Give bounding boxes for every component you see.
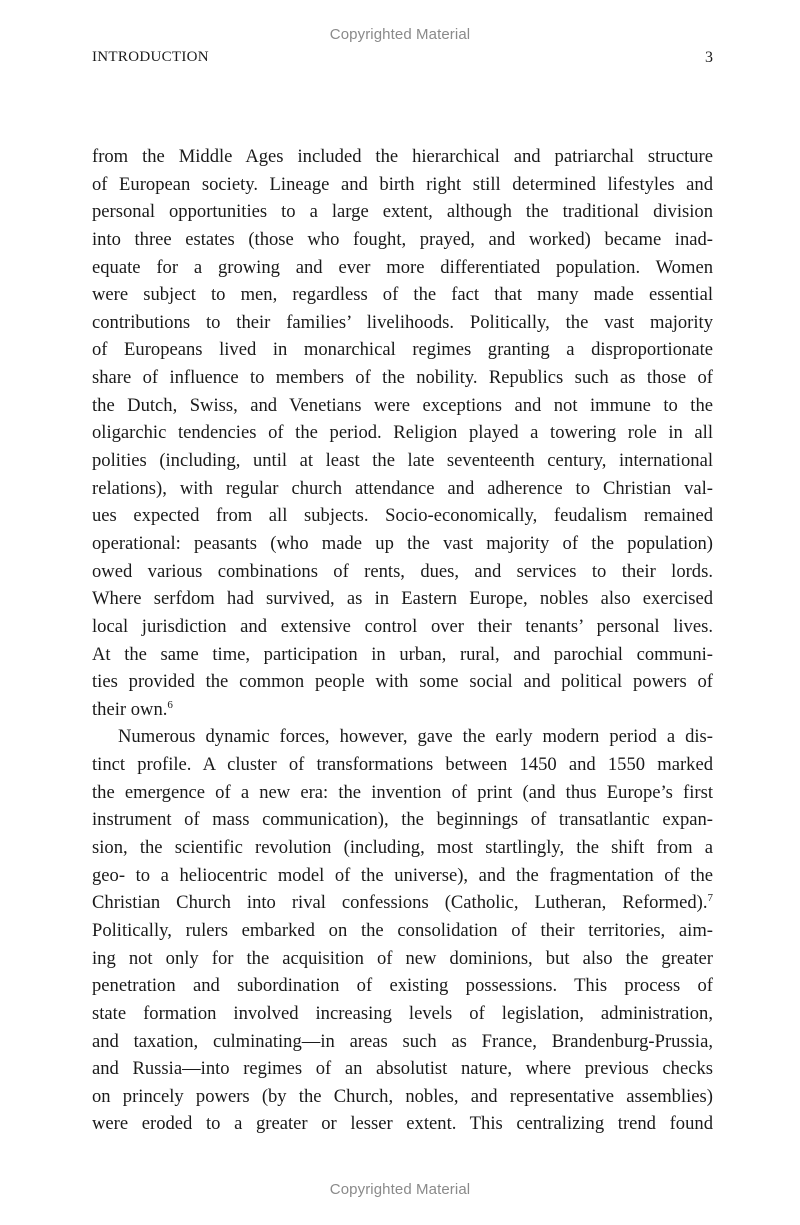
text-line: share of influence to members of the nobility. Republics such as those of: [92, 367, 713, 389]
line-text: Christian Church into rival confessions (Catholic, Lutheran, Reformed).: [92, 892, 708, 914]
text-line: were eroded to a greater or lesser extent. This centralizing trend found: [92, 1113, 713, 1135]
text-line: ties provided the common people with some social and political powers of: [92, 671, 713, 693]
text-line: equate for a growing and ever more differentiated population. Women: [92, 256, 713, 278]
text-line: of Europeans lived in monarchical regimes granting a disproportionate: [92, 339, 713, 361]
text-line: At the same time, participation in urban, rural, and parochial communi-: [92, 643, 713, 665]
text-line: geo- to a heliocentric model of the universe), and the fragmentation of the: [92, 864, 713, 886]
text-line: ing not only for the acquisition of new dominions, but also the greater: [92, 947, 713, 969]
text-line-with-footnote: [92, 889, 713, 917]
text-line: state formation involved increasing levels of legislation, administration,: [92, 1002, 713, 1024]
text-line: into three estates (those who fought, prayed, and worked) became inad-: [92, 228, 713, 250]
text-line: of European society. Lineage and birth right still determined lifestyles and: [92, 173, 713, 195]
text-line: and taxation, culminating—in areas such as France, Brandenburg-Prussia,: [92, 1030, 713, 1052]
text-line: owed various combinations of rents, dues, and services to their lords.: [92, 560, 713, 582]
text-line: on princely powers (by the Church, nobles, and representative assemblies): [92, 1085, 713, 1107]
paragraph-2: [92, 723, 713, 1138]
text-line: penetration and subordination of existing possessions. This process of: [92, 975, 713, 997]
text-line: polities (including, until at least the late seventeenth century, international: [92, 450, 713, 472]
text-line-last: [92, 696, 713, 724]
text-line: oligarchic tendencies of the period. Religion played a towering role in all: [92, 422, 713, 444]
text-line: Numerous dynamic forces, however, gave the early modern period a dis-: [118, 726, 713, 748]
text-line: relations), with regular church attendance and adherence to Christian val-: [92, 477, 713, 499]
text-line: the Dutch, Swiss, and Venetians were exceptions and not immune to the: [92, 394, 713, 416]
page-number: 3: [705, 49, 713, 66]
footnote-marker[interactable]: 6: [167, 698, 173, 711]
text-line: tinct profile. A cluster of transformations between 1450 and 1550 marked: [92, 754, 713, 776]
text-line: operational: peasants (who made up the vast majority of the population): [92, 532, 713, 554]
text-line: from the Middle Ages included the hierarchical and patriarchal structure: [92, 146, 713, 167]
text-line: Politically, rulers embarked on the consolidation of their territories, aim-: [92, 919, 713, 941]
copyright-watermark-bottom: Copyrighted Material: [329, 1181, 471, 1198]
text-line: local jurisdiction and extensive control over their tenants’ personal lives.: [92, 615, 713, 637]
text-line: and Russia—into regimes of an absolutist nature, where previous checks: [92, 1058, 713, 1080]
line-text: their own.: [92, 698, 168, 720]
copyright-watermark-top: Copyrighted Material: [329, 26, 471, 43]
footnote-marker[interactable]: 7: [707, 892, 713, 905]
text-line: instrument of mass communication), the beginnings of transatlantic expan-: [92, 809, 713, 831]
text-line: contributions to their families’ livelihoods. Politically, the vast majority: [92, 311, 713, 333]
paragraph-1: [92, 143, 713, 723]
text-line: sion, the scientific revolution (including, most startlingly, the shift from a: [92, 837, 713, 859]
text-line: personal opportunities to a large extent, although the traditional division: [92, 201, 713, 223]
running-title: INTRODUCTION: [92, 49, 209, 65]
text-line: the emergence of a new era: the invention of print (and thus Europe’s first: [92, 781, 713, 803]
body-text: [92, 143, 713, 1138]
text-line: Where serfdom had survived, as in Eastern Europe, nobles also exercised: [92, 588, 713, 610]
text-line: were subject to men, regardless of the fact that many made essential: [92, 284, 713, 306]
text-line: ues expected from all subjects. Socio-economically, feudalism remained: [92, 505, 713, 527]
